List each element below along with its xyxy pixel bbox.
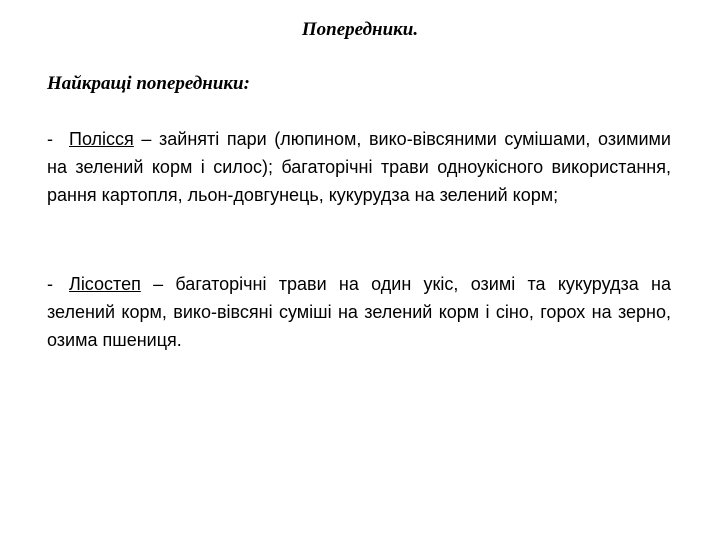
- entry-text-lisostep: – багаторічні трави на один укіс, озимі та кукурудза на зелений корм, вико-вівсяні суміші на зелений корм і сіно, горох на зерно, озима пшениця.: [47, 274, 671, 350]
- section-heading: Найкращі попередники:: [47, 73, 250, 94]
- slide-title: [0, 19, 720, 41]
- predecessor-entry-lisostep: [47, 270, 671, 354]
- slide-title-text: Попередники: [301, 19, 414, 40]
- bullet-dash: -: [47, 129, 53, 149]
- bullet-dash: -: [47, 274, 53, 294]
- slide-title-period: .: [413, 19, 419, 40]
- predecessor-entry-polissia: [47, 125, 671, 209]
- region-name-lisostep: Лісостеп: [69, 274, 141, 294]
- entry-text-polissia: – зайняті пари (люпином, вико-вівсяними сумішами, озимими на зелений корм і силос); багаторічні трави одноукісного використання, рання картопля, льон-довгунець, кукурудза на зелений корм;: [47, 129, 671, 205]
- region-name-polissia: Полісся: [69, 129, 134, 149]
